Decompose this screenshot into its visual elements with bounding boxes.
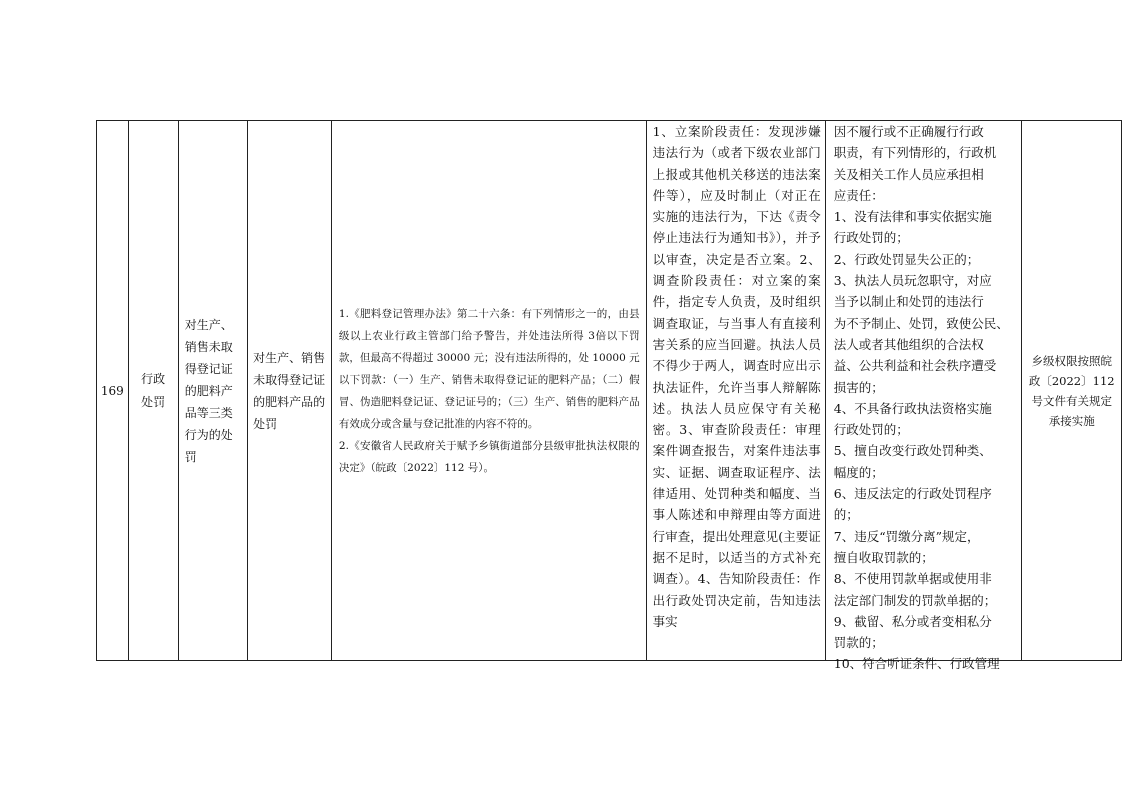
power-category-cell	[128, 121, 178, 661]
liability-line: 法定部门制发的罚款单据的；	[833, 592, 997, 608]
legal-basis-item: 1.《肥料登记管理办法》第二十六条：有下列情形之一的，由县级以上农业行政主管部门给予警告，并处违法所得 3倍以下罚款，但最高不得超过 30000 元；没有违法所得的，处 10000 元以下罚款：（一）生产、销售未取得登记证的肥料产品；（二）假冒、伪造肥料登记证、登记证号的；（三）生产、销售的肥料产品有效成分或含量与登记批准的内容不符的。	[338, 307, 640, 430]
liability-line: 3、执法人员玩忽职守，对应	[833, 273, 992, 289]
liability-line: 幅度的；	[833, 464, 884, 480]
liability-line: 2、行政处罚显失公正的；	[833, 251, 980, 267]
liability-line: 益、公共利益和社会秩序遭受	[833, 358, 997, 374]
liability-lines	[833, 121, 1016, 672]
remarks-text: 乡级权限按照皖政〔2022〕112 号文件有关规定承接实施	[1028, 353, 1115, 428]
liability-line: 当予以制止和处罚的违法行	[833, 294, 984, 310]
liability-line: 行政处罚的；	[833, 422, 909, 438]
liability-cell	[825, 121, 1022, 672]
liability-line: 6、违反法定的行政处罚程序	[833, 486, 992, 502]
responsibility-cell	[646, 121, 825, 661]
table-row	[97, 121, 1122, 661]
sub-item-cell	[248, 121, 332, 661]
responsibility-text: 1、立案阶段责任：发现涉嫌违法行为（或者下级农业部门上报或其他机关移送的违法案件等），应及时制止（对正在实施的违法行为，下达《责令停止违法行为通知书》），并予以审查，决定是否立案。2、调查阶段责任：对立案的案件，指定专人负责，及时组织调查取证，与当事人有直接利害关系的应当回避。执法人员不得少于两人，调查时应出示执法证件，允许当事人辩解陈述。执法人员应保守有关秘密。3、审查阶段责任：审理案件调查报告，对案件违法事实、证据、调查取证程序、法律适用、处罚种类和幅度、当事人陈述和申辩理由等方面进行审查，提出处理意见(主要证据不足时，以适当的方式补充调查）。4、告知阶段责任：作出行政处罚决定前，告知违法事实	[652, 124, 821, 629]
power-category-text: 行政处罚	[141, 371, 166, 409]
liability-line: 1、没有法律和事实依据实施	[833, 209, 992, 225]
item-name-cell	[178, 121, 247, 661]
liability-line: 8、不使用罚款单据或使用非	[833, 571, 992, 587]
sub-item-text: 对生产、销售未取得登记证的肥料产品的处罚	[253, 350, 326, 431]
liability-line: 因不履行或不正确履行行政	[833, 124, 984, 139]
liability-line: 为不予制止、处罚，致使公民、	[833, 315, 1009, 331]
liability-line: 9、截留、私分或者变相私分	[833, 613, 992, 629]
legal-basis-cell	[331, 121, 646, 661]
liability-line: 损害的；	[833, 379, 884, 395]
liability-line: 法人或者其他组织的合法权	[833, 336, 984, 352]
remarks-cell	[1022, 121, 1122, 661]
liability-line: 擅自收取罚款的；	[833, 549, 934, 565]
liability-line: 4、不具备行政执法资格实施	[833, 400, 992, 416]
item-name-text: 对生产、销售未取得登记证的肥料产品等三类行为的处罚	[184, 317, 233, 464]
serial-number-cell: 169	[97, 121, 129, 661]
liability-line: 5、擅自改变行政处罚种类、	[833, 443, 992, 459]
liability-line: 的；	[833, 507, 859, 523]
liability-line: 7、违反“罚缴分离”规定，	[833, 528, 980, 544]
liability-line: 应责任：	[833, 187, 884, 203]
liability-line: 关及相关工作人员应承担相	[833, 166, 984, 182]
power-list-table	[96, 120, 1122, 672]
liability-line: 10、符合听证条件、行政管理	[833, 656, 1000, 672]
liability-line: 罚款的；	[833, 635, 884, 651]
liability-line: 职责，有下列情形的，行政机	[833, 145, 997, 161]
liability-line: 行政处罚的；	[833, 230, 909, 246]
legal-basis-item: 2.《安徽省人民政府关于赋予乡镇街道部分县级审批执法权限的决定》（皖政〔2022〕112 号）。	[338, 439, 640, 474]
